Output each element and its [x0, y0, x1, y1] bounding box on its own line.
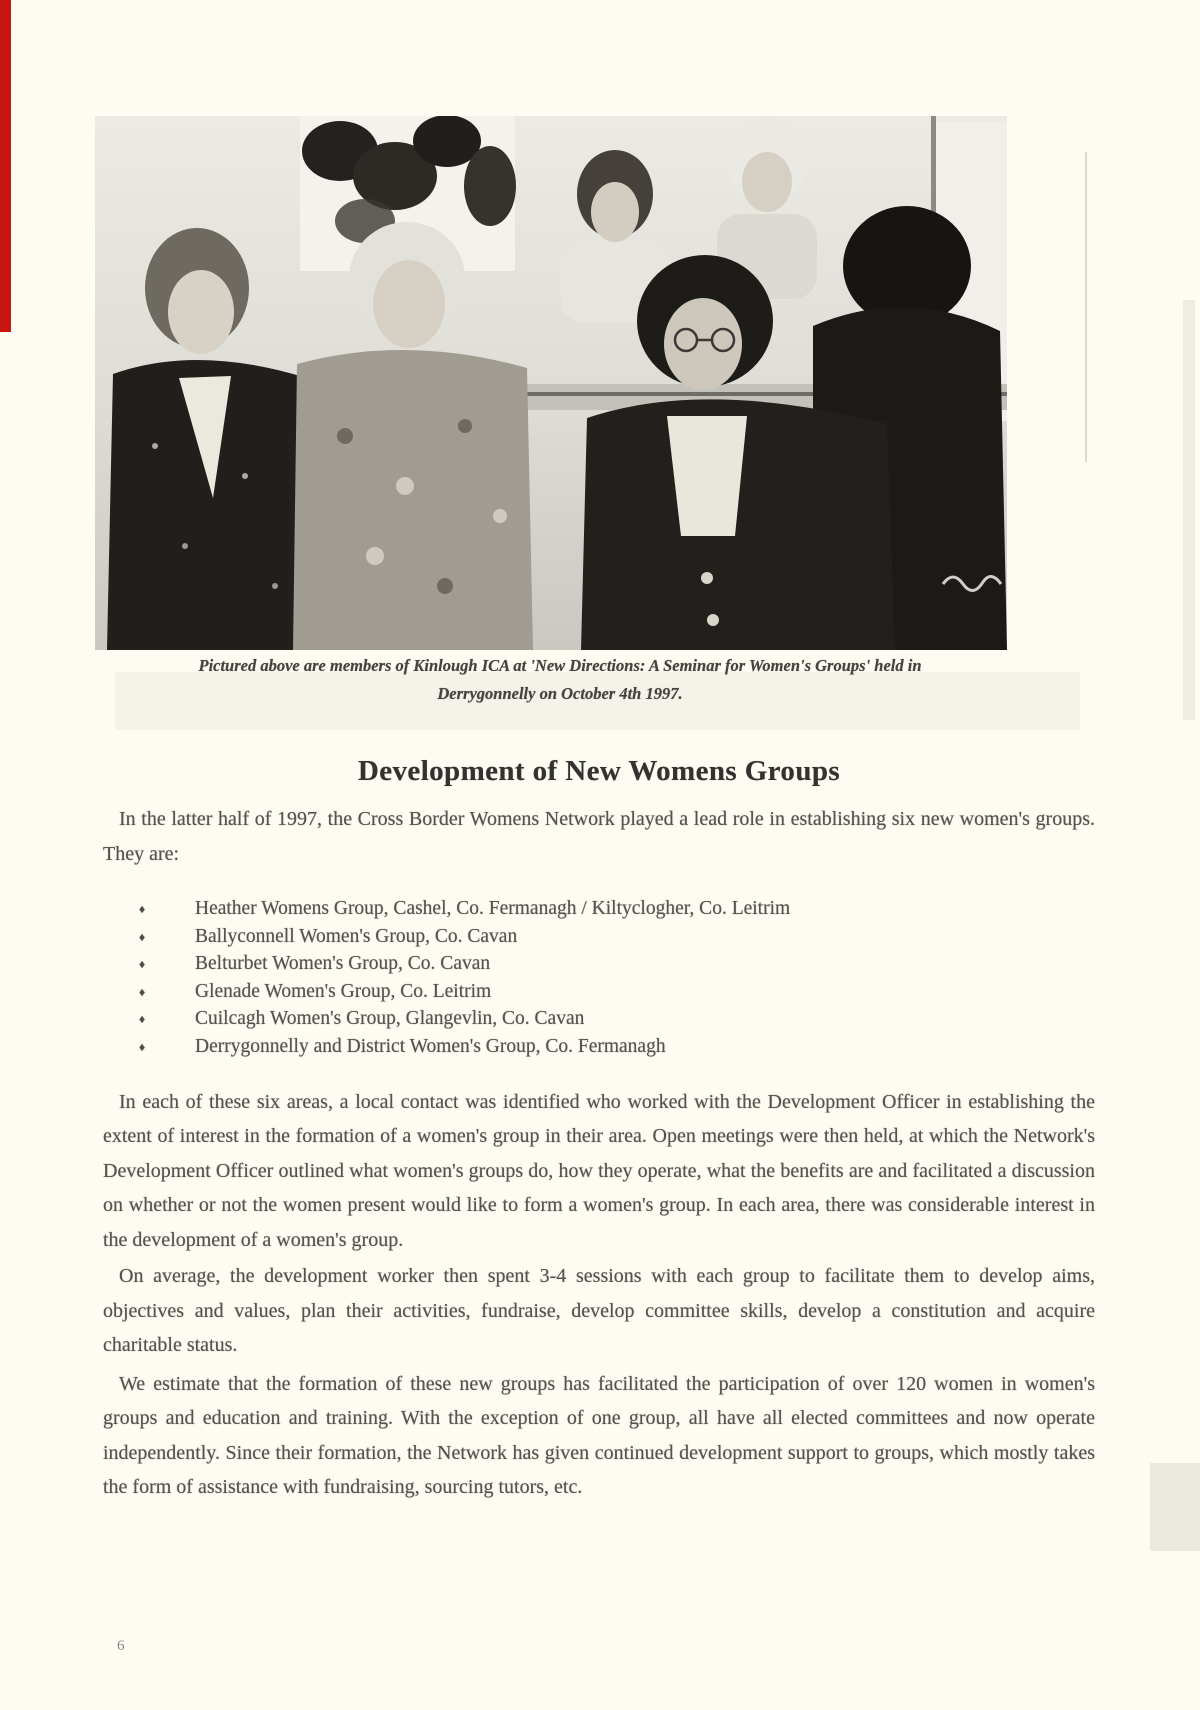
- bullet-icon: ♦: [139, 929, 146, 944]
- womens-groups-list: [103, 895, 1095, 1061]
- paragraph-sessions: On average, the development worker then spent 3-4 sessions with each group to facilitate them to develop aims, objectives and values, plan their activities, fundraise, develop committee skills, develop a constitution and acquire charitable status.: [103, 1265, 1095, 1357]
- scan-line-artifact: [1085, 152, 1087, 462]
- list-item: [103, 1005, 1095, 1033]
- list-item: [103, 950, 1095, 978]
- page-number: 6: [117, 1638, 125, 1654]
- list-item-label: Ballyconnell Women's Group, Co. Cavan: [195, 925, 518, 947]
- paragraph-local-contacts: In each of these six areas, a local contact was identified who worked with the Development Officer in establishing the extent of interest in the formation of a women's group in their area. Open meetings were then held, at which the Network's Development Officer outlined what women's groups do, how they operate, what the benefits are and facilitated a discussion on whether or not the women present would like to form a women's group. In each area, there was considerable interest in the development of a women's group.: [103, 1090, 1095, 1251]
- list-item: [103, 978, 1095, 1006]
- bullet-icon: ♦: [139, 902, 146, 916]
- list-item-label: Belturbet Women's Group, Co. Cavan: [195, 953, 491, 975]
- red-edge-stripe: [0, 0, 11, 332]
- section-heading: Development of New Womens Groups: [357, 755, 841, 788]
- seminar-photograph: [95, 116, 1007, 650]
- scan-edge-shadow: [1183, 300, 1195, 720]
- list-item: [103, 923, 1095, 951]
- paragraph-intro: In the latter half of 1997, the Cross Border Womens Network played a lead role in establishing six new women's groups. They are:: [103, 808, 1095, 865]
- list-item-label: Glenade Women's Group, Co. Leitrim: [195, 980, 492, 1002]
- photo-caption: [150, 652, 970, 708]
- bullet-icon: ♦: [139, 1012, 146, 1027]
- list-item-label: Derrygonnelly and District Women's Group, Co. Fermanagh: [195, 1035, 666, 1057]
- bullet-icon: ♦: [139, 1039, 146, 1054]
- list-item: [103, 895, 1095, 923]
- list-item: [103, 1033, 1095, 1061]
- bullet-icon: ♦: [139, 984, 146, 999]
- photo-caption-line1: Pictured above are members of Kinlough ICA at 'New Directions: A Seminar for Women's Groups' held in: [198, 656, 922, 675]
- photo-caption-line2: Derrygonnelly on October 4th 1997.: [437, 684, 683, 703]
- photo-illustration: [95, 116, 1007, 650]
- scan-smudge-artifact: [1150, 1463, 1200, 1551]
- article-body: [103, 802, 1095, 1505]
- paragraph-estimate: We estimate that the formation of these new groups has facilitated the participation of over 120 women in women's groups and education and training. With the exception of one group, all have all elected committees and now operate independently. Since their formation, the Network has given continued development support to groups, which mostly takes the form of assistance with fundraising, sourcing tutors, etc.: [103, 1372, 1095, 1499]
- list-item-label: Heather Womens Group, Cashel, Co. Fermanagh / Kiltyclogher, Co. Leitrim: [195, 898, 791, 919]
- bullet-icon: ♦: [139, 957, 146, 972]
- list-item-label: Cuilcagh Women's Group, Glangevlin, Co. Cavan: [195, 1008, 585, 1030]
